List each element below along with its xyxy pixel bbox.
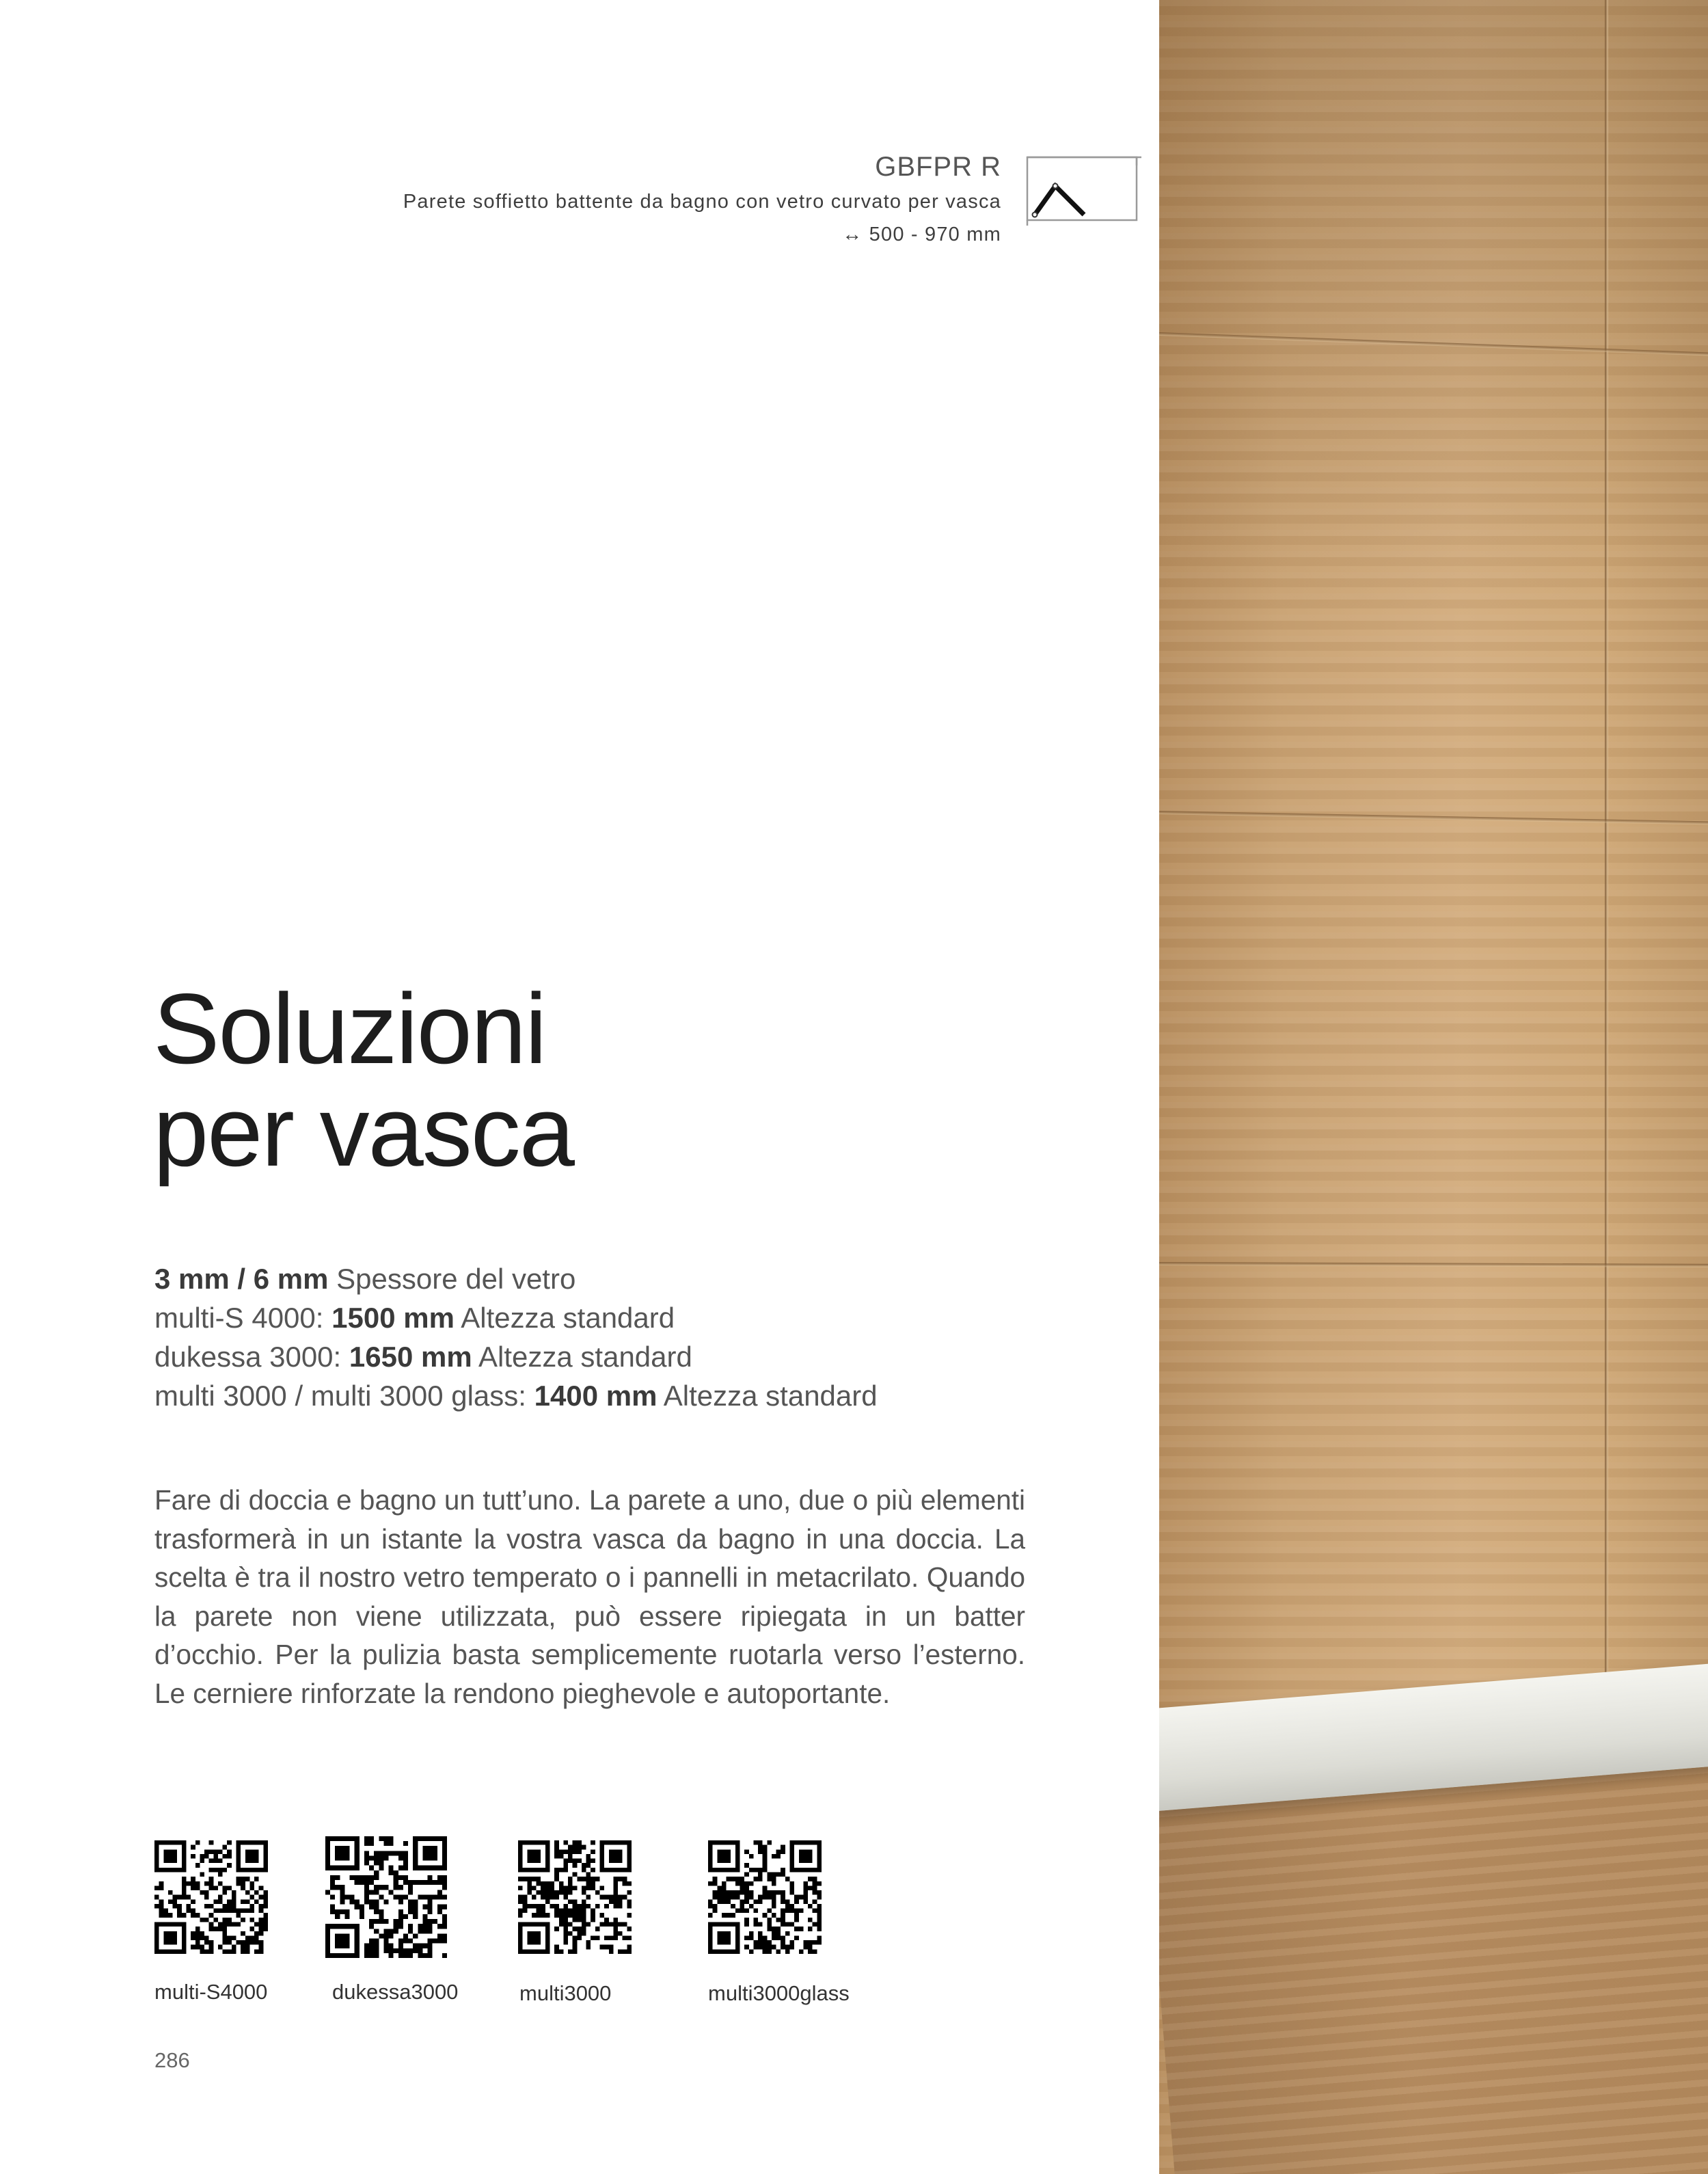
qr-label: multi-S4000 [154,1980,268,2004]
qr-code-multi-s4000[interactable] [154,1840,268,1954]
description-paragraph: Fare di doccia e bagno un tutt’uno. La parete a uno, due o più elementi trasformerà in un istante la vostra vasca da bagno in una doccia. La scelta è tra il nostro vetro temperato o i pannelli in metacrilato. Quando la parete non viene utilizzata, può essere ripiegata in un batter d’occhio. Per la pulizia basta semplicemente ruotarla verso l’esterno. Le cerniere rinforzate la rendono pieghevole e autoportante. [154,1484,1025,1709]
bathroom-photo [1159,0,1708,2174]
spec-model: dukessa 3000: [154,1341,349,1373]
photo-shadow [1159,0,1708,615]
qr-label: multi3000 [519,1981,612,2005]
tile-joint-horizontal [1159,1262,1708,1267]
qr-code-multi3000glass[interactable] [708,1840,822,1954]
qr-code-multi3000[interactable] [518,1840,632,1954]
qr-code-icon [518,1840,632,1954]
qr-code-icon [325,1836,447,1958]
spec-height-multi3000 [154,1376,878,1415]
qr-label: multi3000glass [708,1981,850,2005]
specifications-list [154,1259,878,1415]
spec-label: Altezza standard [454,1302,675,1334]
bathtub-front-panel [1159,1762,1708,2174]
product-range [403,219,1001,250]
spec-height-dukessa3000 [154,1337,878,1376]
spec-model: multi-S 4000: [154,1302,332,1334]
page-number: 286 [154,2048,190,2072]
spec-label: Altezza standard [657,1380,878,1412]
width-arrows-icon: ↔ [842,224,863,245]
qr-code-icon [154,1840,268,1954]
bathtub-screen-diagram-icon [1025,155,1141,226]
spec-label: Altezza standard [472,1341,692,1373]
qr-label: dukessa3000 [332,1980,459,2004]
qr-code-icon [708,1840,822,1954]
spec-value: 1400 mm [534,1380,658,1412]
spec-value: 1500 mm [331,1302,455,1334]
tile-joint-vertical [1605,0,1608,1723]
tile-joint-horizontal [1159,811,1708,826]
spec-value: 3 mm / 6 mm [154,1263,329,1295]
range-value: 500 - 970 mm [869,224,1001,245]
qr-code-dukessa3000[interactable] [325,1836,447,1958]
product-description: Parete soffietto battente da bagno con vetro curvato per vasca [403,191,1001,213]
product-code: GBFPR R [875,152,1001,182]
page-title [153,973,573,1187]
product-spec [403,149,1001,250]
spec-glass-thickness [154,1259,878,1298]
title-line: per vasca [153,1075,573,1187]
title-line: Soluzioni [153,973,546,1084]
spec-height-multi-s4000 [154,1298,878,1337]
spec-value: 1650 mm [349,1341,472,1373]
spec-label: Spessore del vetro [328,1263,576,1295]
spec-model: multi 3000 / multi 3000 glass: [154,1380,534,1412]
